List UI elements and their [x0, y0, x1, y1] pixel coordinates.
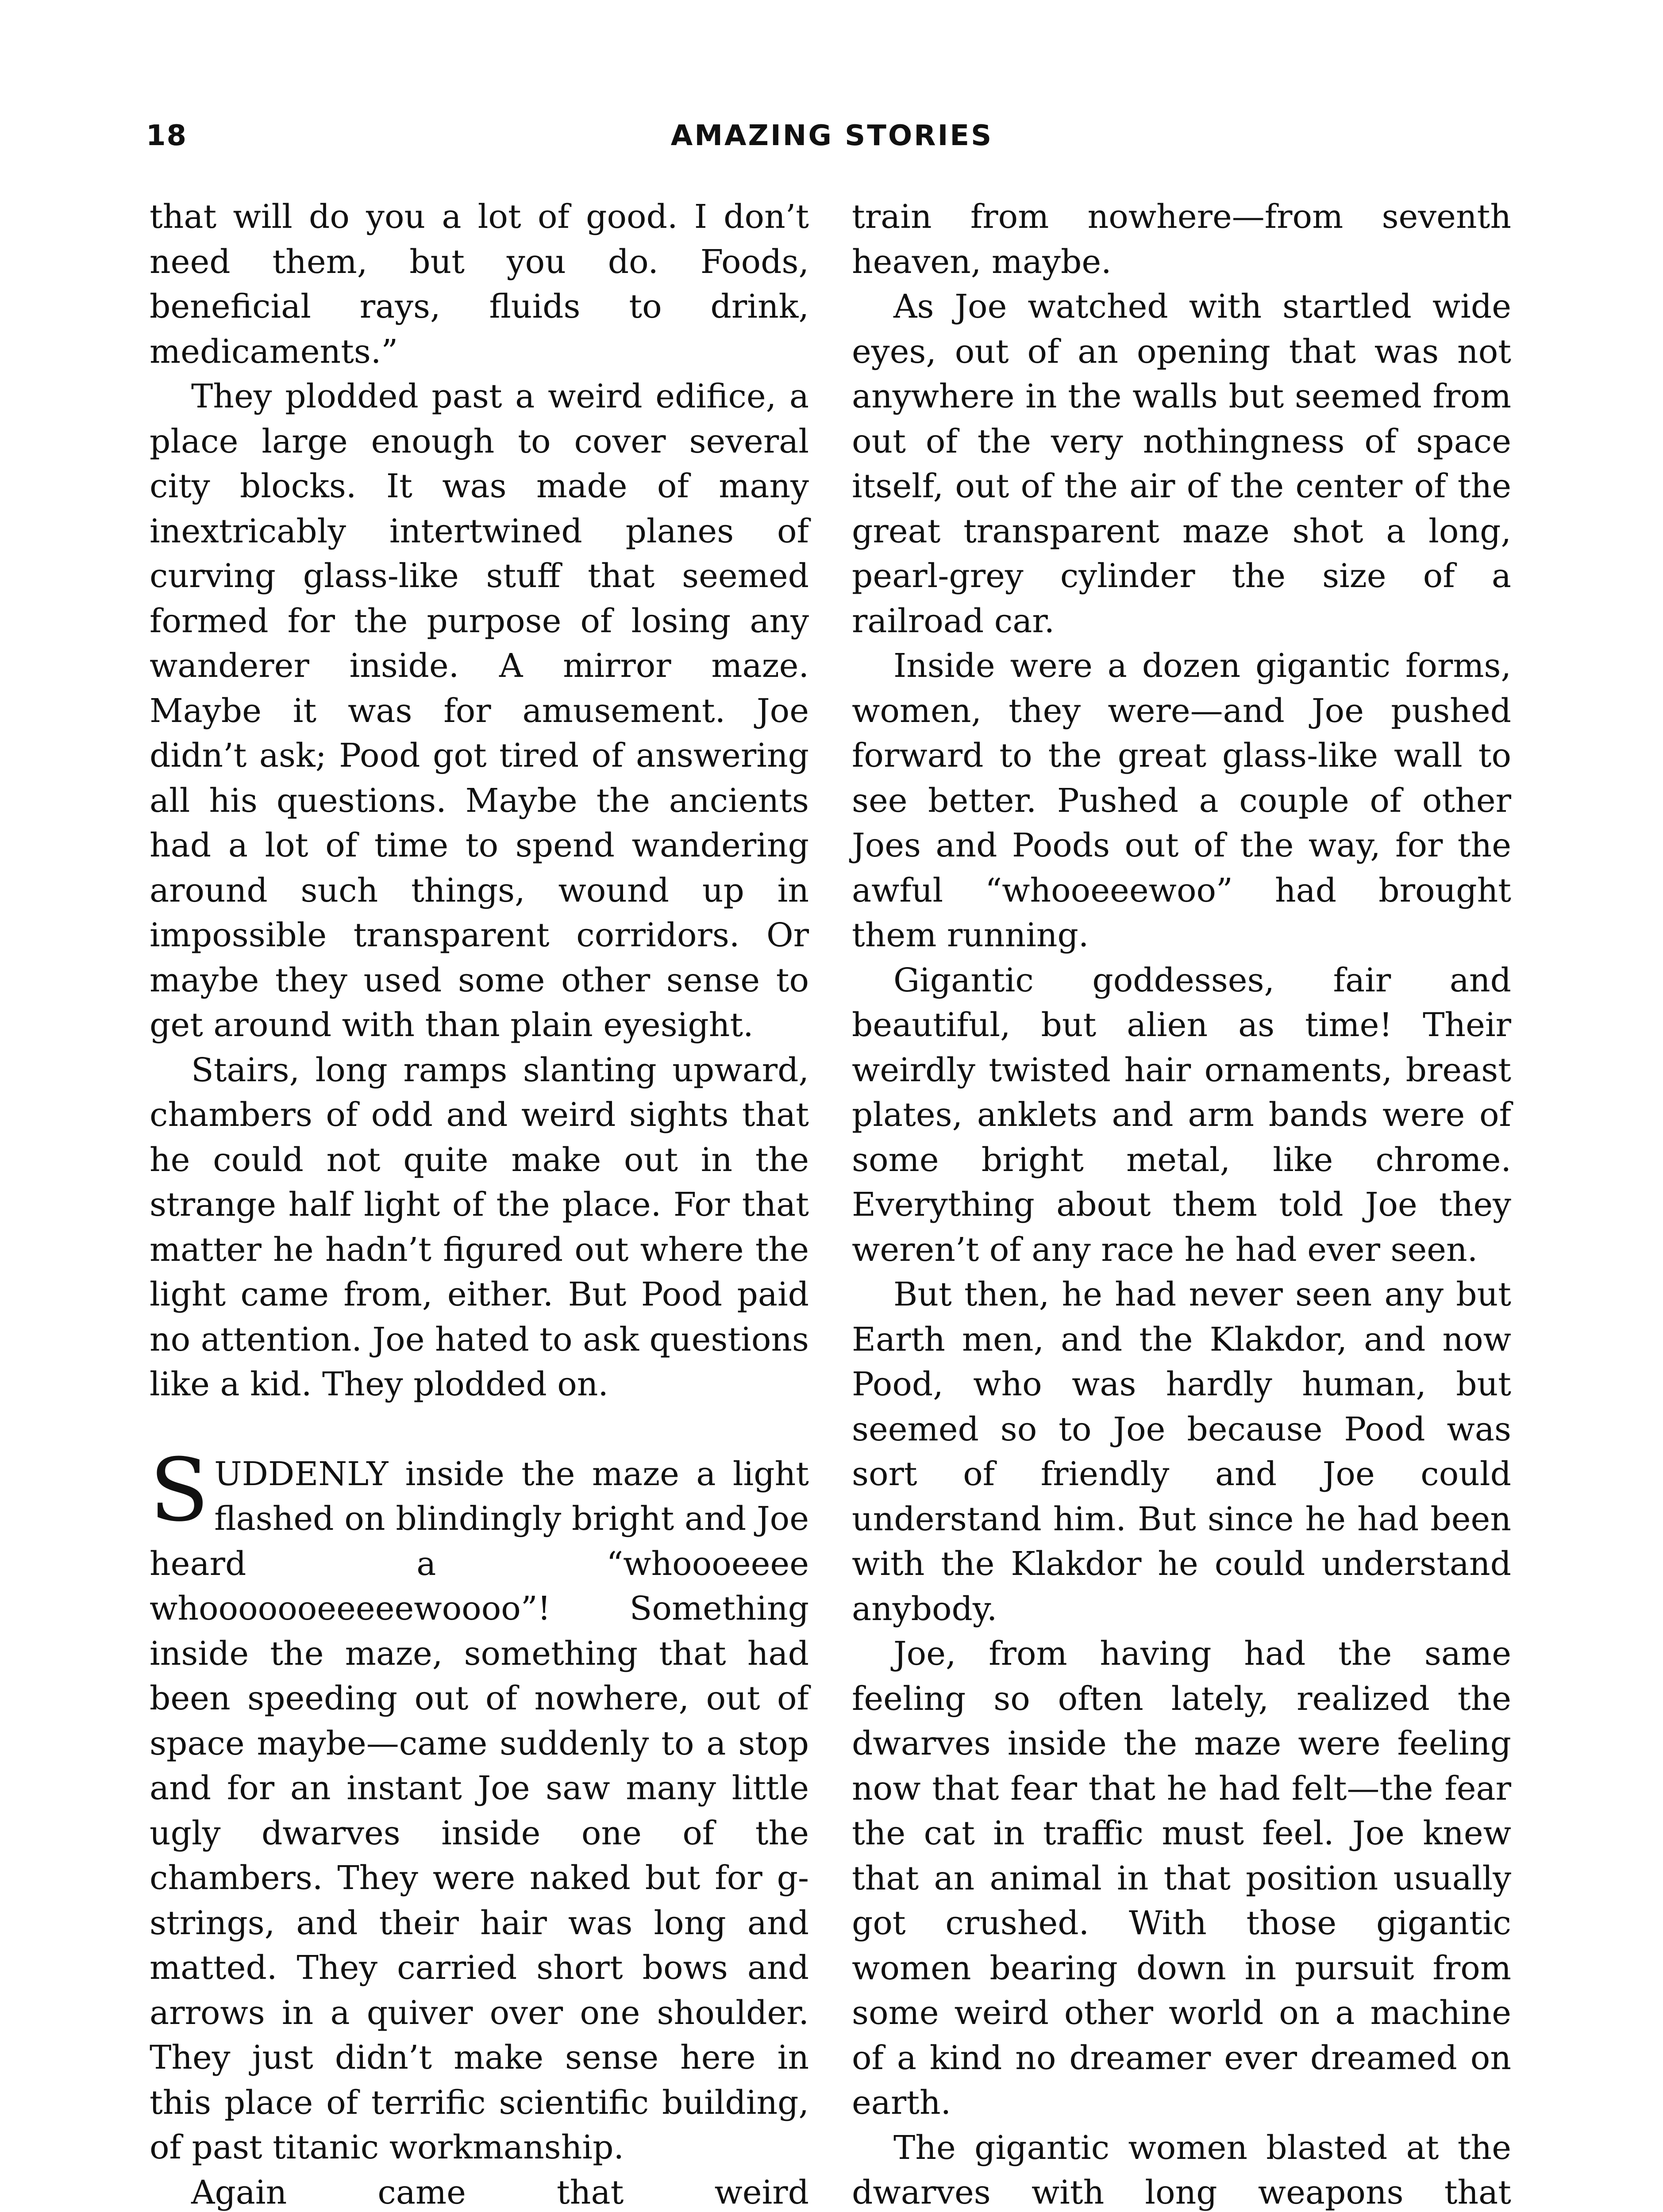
- paragraph: As Joe watched with startled wide eyes, out of an opening that was not anywhere in the walls but seemed from out of the very nothingness of space itself, out of the air of the center of the great transparent maze shot a long, pearl-grey cylinder the size of a railroad car.: [852, 288, 1511, 640]
- paragraph-text: UDDENLY inside the maze a light flashed on blindingly bright and Joe heard a “whoooeeee whooooooeeeeewoooo”! Something inside the maze, something that had been speeding out of nowhere, out of space maybe—came suddenly to a stop and for an instant Joe saw many little ugly dwarves inside one of the chambers. They were naked but for g-strings, and their hair was long and matted. They carried short bows and arrows in a quiver over one shoulder. They just didn’t make sense here in this place of terrific scientific building, of past titanic workmanship.: [150, 1455, 809, 2166]
- left-column: [150, 195, 809, 2212]
- paragraph: Again came that weird: [191, 2173, 809, 2212]
- paragraph: Inside were a dozen gigantic forms, women, they were—and Joe pushed forward to the great glass-like wall to see better. Pushed a couple of other Joes and Poods out of the way, for the awful “whooeeewoo” had brought them running.: [852, 647, 1511, 954]
- paragraph: The gigantic women blasted at the dwarves with long weapons that: [852, 2128, 1511, 2212]
- page-number: 18: [146, 119, 188, 152]
- paragraph: They plodded past a weird edifice, a place large enough to cover several city blocks. It was made of many inextricably intertwined planes of curving glass-like stuff that seemed formed for the purpose of losing any wanderer inside. A mirror maze. Maybe it was for amusement. Joe didn’t ask; Pood got tired of answering all his questions. Maybe the ancients had a lot of time to spend wandering around such things, wound up in impossible transparent corridors. Or maybe they used some other sense to get around with than plain eyesight.: [150, 377, 809, 1044]
- right-column: [852, 195, 1511, 2212]
- paragraph: train from nowhere—from seventh heaven, maybe.: [852, 198, 1511, 281]
- section-paragraph: [150, 1440, 809, 2170]
- paragraph: Joe, from having had the same feeling so often lately, realized the dwarves inside the maze were feeling now that fear that he had felt—the fear the cat in traffic must feel. Joe knew that an animal in that position usually got crushed. With those gigantic women bearing down in pursuit from some weird other world on a machine of a kind no dreamer ever dreamed on earth.: [852, 1635, 1511, 2122]
- paragraph: that will do you a lot of good. I don’t need them, but you do. Foods, beneficial rays, fluids to drink, medicaments.”: [150, 198, 809, 371]
- paragraph: Stairs, long ramps slanting upward, chambers of odd and weird sights that he could not quite make out in the strange half light of the place. For that matter he hadn’t figured out where the light came from, either. But Pood paid no attention. Joe hated to ask questions like a kid. They plodded on.: [150, 1051, 809, 1403]
- page-header: [146, 119, 1518, 159]
- paragraph: Gigantic goddesses, fair and beautiful, but alien as time! Their weirdly twisted hair ornaments, breast plates, anklets and arm bands were of some bright metal, like chrome. Everything about them told Joe they weren’t of any race he had ever seen.: [852, 961, 1511, 1269]
- drop-cap: S: [150, 1440, 209, 1541]
- running-head: AMAZING STORIES: [670, 119, 993, 152]
- paragraph: But then, he had never seen any but Earth men, and the Klakdor, and now Pood, who was hardly human, but seemed so to Joe because Pood was sort of friendly and Joe could understand him. But since he had been with the Klakdor he could understand anybody.: [852, 1275, 1511, 1628]
